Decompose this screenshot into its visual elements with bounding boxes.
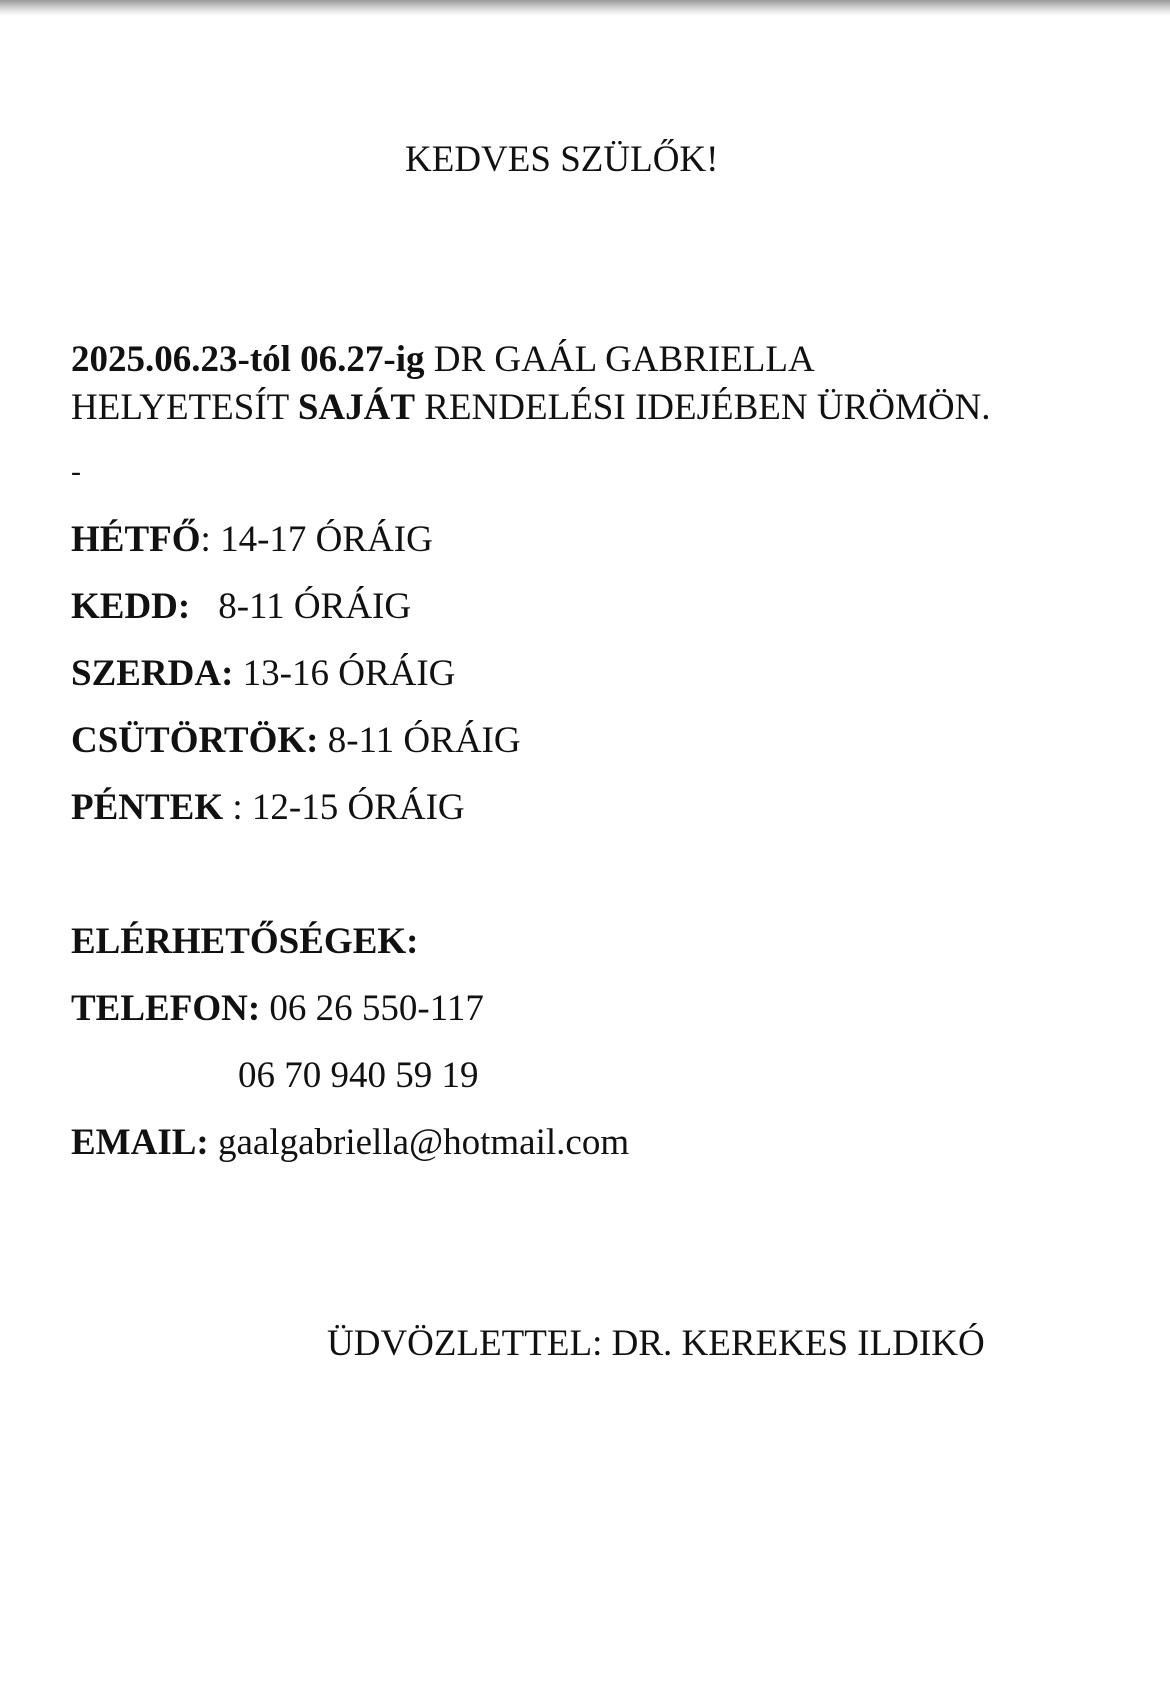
phone-label: TELEFON: <box>71 988 261 1029</box>
schedule-separator: : <box>223 787 252 828</box>
schedule-separator <box>318 720 327 761</box>
schedule-day: SZERDA: <box>71 653 234 694</box>
schedule-day: PÉNTEK <box>71 787 224 828</box>
schedule-row <box>71 518 433 562</box>
contacts-heading <box>71 920 419 964</box>
schedule-hours: 13-16 ÓRÁIG <box>242 653 456 694</box>
contacts-heading-text: ELÉRHETŐSÉGEK: <box>71 921 419 962</box>
schedule-hours: 8-11 ÓRÁIG <box>327 720 521 761</box>
own-word: SAJÁT <box>297 387 416 428</box>
schedule-row <box>71 652 455 696</box>
schedule-row <box>71 585 411 629</box>
substitute-doctor: DR GAÁL GABRIELLA <box>424 339 815 380</box>
schedule-separator: : <box>200 519 221 560</box>
separator-dash: - <box>71 455 81 488</box>
email-row <box>71 1121 629 1165</box>
date-range: 2025.06.23-tól 06.27-ig <box>71 339 425 380</box>
schedule-row <box>71 719 521 763</box>
schedule-hours: 14-17 ÓRÁIG <box>220 519 433 560</box>
top-shadow <box>0 0 1170 16</box>
schedule-row <box>71 786 465 830</box>
email-address: gaalgabriella@hotmail.com <box>217 1122 630 1163</box>
intro-line-2 <box>71 386 991 430</box>
schedule-day: HÉTFŐ <box>71 519 201 560</box>
schedule-day: KEDD: <box>71 586 191 627</box>
schedule-hours: 12-15 ÓRÁIG <box>251 787 465 828</box>
intro-line-1 <box>71 338 815 382</box>
notice-title: KEDVES SZÜLŐK! <box>405 139 719 180</box>
closing-signature: ÜDVÖZLETTEL: DR. KEREKES ILDIKÓ <box>327 1323 985 1364</box>
phone-number-1: 06 26 550-117 <box>269 988 484 1029</box>
phone-number-2: 06 70 940 59 19 <box>238 1055 479 1096</box>
schedule-day: CSÜTÖRTÖK: <box>71 720 319 761</box>
schedule-separator <box>233 653 242 694</box>
schedule-hours: 8-11 ÓRÁIG <box>218 586 412 627</box>
intro-line-2-end: RENDELÉSI IDEJÉBEN ÜRÖMÖN. <box>415 387 991 428</box>
phone-row <box>71 987 484 1031</box>
intro-line-2-start: HELYETESÍT <box>71 387 298 428</box>
email-label: EMAIL: <box>71 1122 209 1163</box>
